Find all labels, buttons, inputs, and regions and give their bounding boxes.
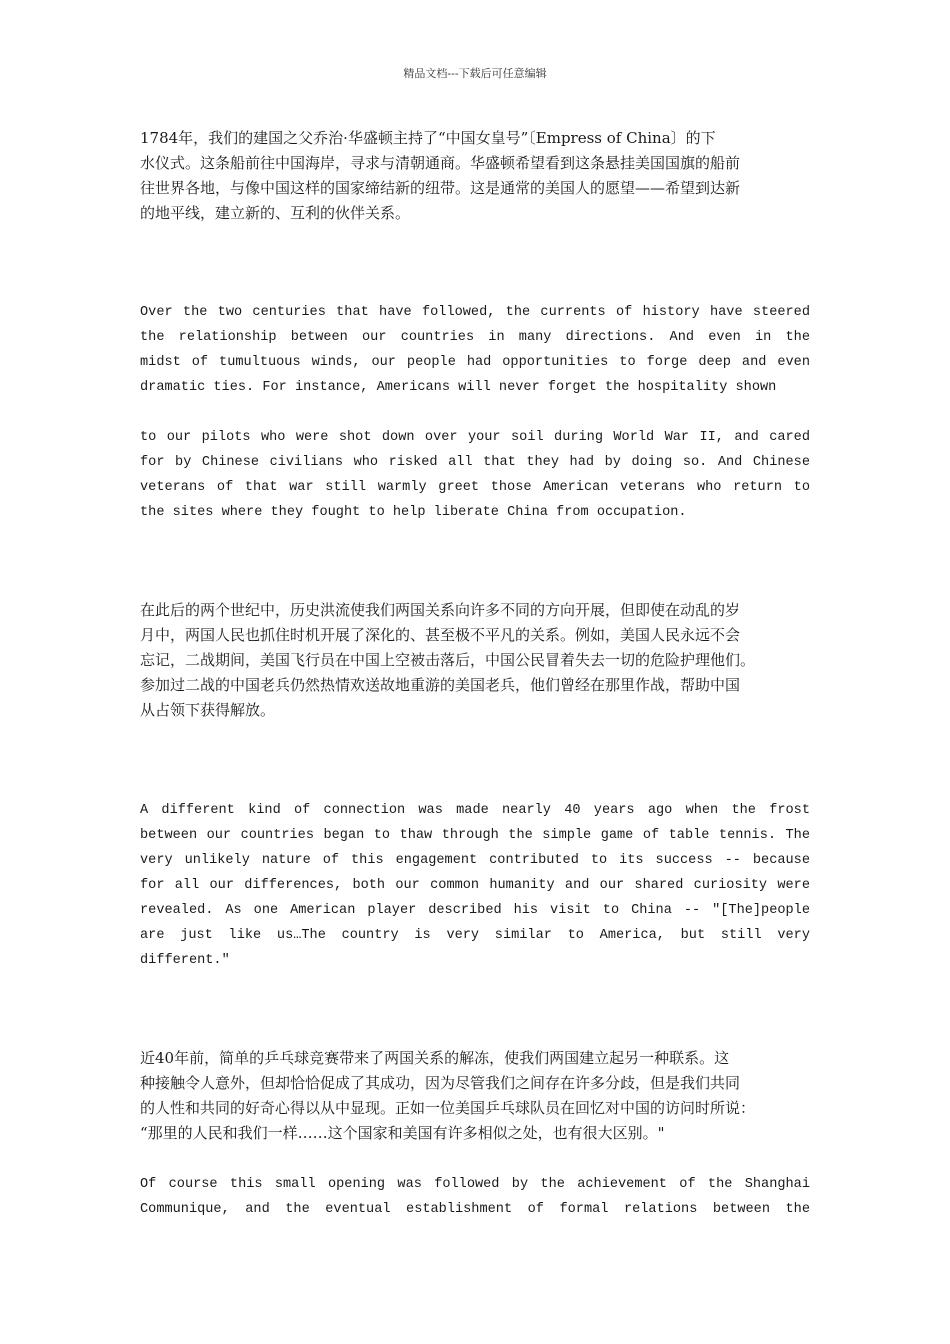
text-line: midst of tumultuous winds, our people had opportunities to forge deep and even [140, 355, 810, 370]
text-line: 月中，两国人民也抓住时机开展了深化的、甚至极不平凡的关系。例如，美国人民永远不会 [140, 626, 741, 644]
text-line: Of course this small opening was followed by the achievement of the Shanghai [140, 1177, 810, 1192]
text-line: 种接触令人意外，但却恰恰促成了其成功，因为尽管我们之间存在许多分歧，但是我们共同 [140, 1074, 741, 1092]
paragraph-en-3 [140, 798, 810, 973]
paragraph-en-1 [140, 300, 810, 400]
text-line: the sites where they fought to help liberate China from occupation. [140, 505, 687, 520]
text-line: the relationship between our countries in many directions. And even in the [140, 330, 810, 345]
paragraph-zh-3 [140, 1046, 810, 1146]
text-line: A different kind of connection was made nearly 40 years ago when the frost [140, 803, 810, 818]
text-line: for by Chinese civilians who risked all that they had by doing so. And Chinese [140, 455, 810, 470]
text-line: Communique, and the eventual establishment of formal relations between the [140, 1202, 810, 1217]
page-header: 精品文档---下载后可任意编辑 [403, 67, 547, 80]
text-line: different." [140, 953, 230, 968]
text-line: 近40年前，简单的乒乓球竞赛带来了两国关系的解冻，使我们两国建立起另一种联系。这 [140, 1049, 730, 1067]
paragraph-en-4 [140, 1172, 810, 1222]
text-line: revealed. As one American player described his visit to China -- "[The]people [140, 903, 810, 918]
paragraph-zh-1 [140, 126, 810, 226]
text-line: to our pilots who were shot down over your soil during World War II, and cared [140, 430, 810, 445]
text-line: 1784年，我们的建国之父乔治·华盛顿主持了“中国女皇号”〔Empress of China〕的下 [140, 129, 716, 147]
text-line: 往世界各地，与像中国这样的国家缔结新的纽带。这是通常的美国人的愿望——希望到达新 [140, 179, 741, 197]
text-line: Over the two centuries that have followed, the currents of history have steered [140, 305, 810, 320]
text-line: between our countries began to thaw through the simple game of table tennis. The [140, 828, 810, 843]
text-line: 在此后的两个世纪中，历史洪流使我们两国关系向许多不同的方向开展，但即使在动乱的岁 [140, 601, 741, 619]
text-line: 水仪式。这条船前往中国海岸，寻求与清朝通商。华盛顿希望看到这条悬挂美国国旗的船前 [140, 154, 741, 172]
text-line: 参加过二战的中国老兵仍然热情欢送故地重游的美国老兵，他们曾经在那里作战，帮助中国 [140, 676, 741, 694]
text-line: 的人性和共同的好奇心得以从中显现。正如一位美国乒乓球队员在回忆对中国的访问时所说： [140, 1099, 756, 1117]
text-line: for all our differences, both our common humanity and our shared curiosity were [140, 878, 810, 893]
text-line: dramatic ties. For instance, Americans will never forget the hospitality shown [140, 380, 777, 395]
text-line: “那里的人民和我们一样……这个国家和美国有许多相似之处，也有很大区别。" [140, 1124, 665, 1142]
text-line: very unlikely nature of this engagement contributed to its success -- because [140, 853, 810, 868]
paragraph-en-2 [140, 425, 810, 525]
text-line: 从占领下获得解放。 [140, 701, 276, 719]
text-line: veterans of that war still warmly greet those American veterans who return to [140, 480, 810, 495]
paragraph-zh-2 [140, 598, 810, 723]
text-line: are just like us…The country is very similar to America, but still very [140, 928, 810, 943]
text-line: 的地平线，建立新的、互利的伙伴关系。 [140, 204, 411, 222]
text-line: 忘记，二战期间，美国飞行员在中国上空被击落后，中国公民冒着失去一切的危险护理他们。 [140, 651, 756, 669]
